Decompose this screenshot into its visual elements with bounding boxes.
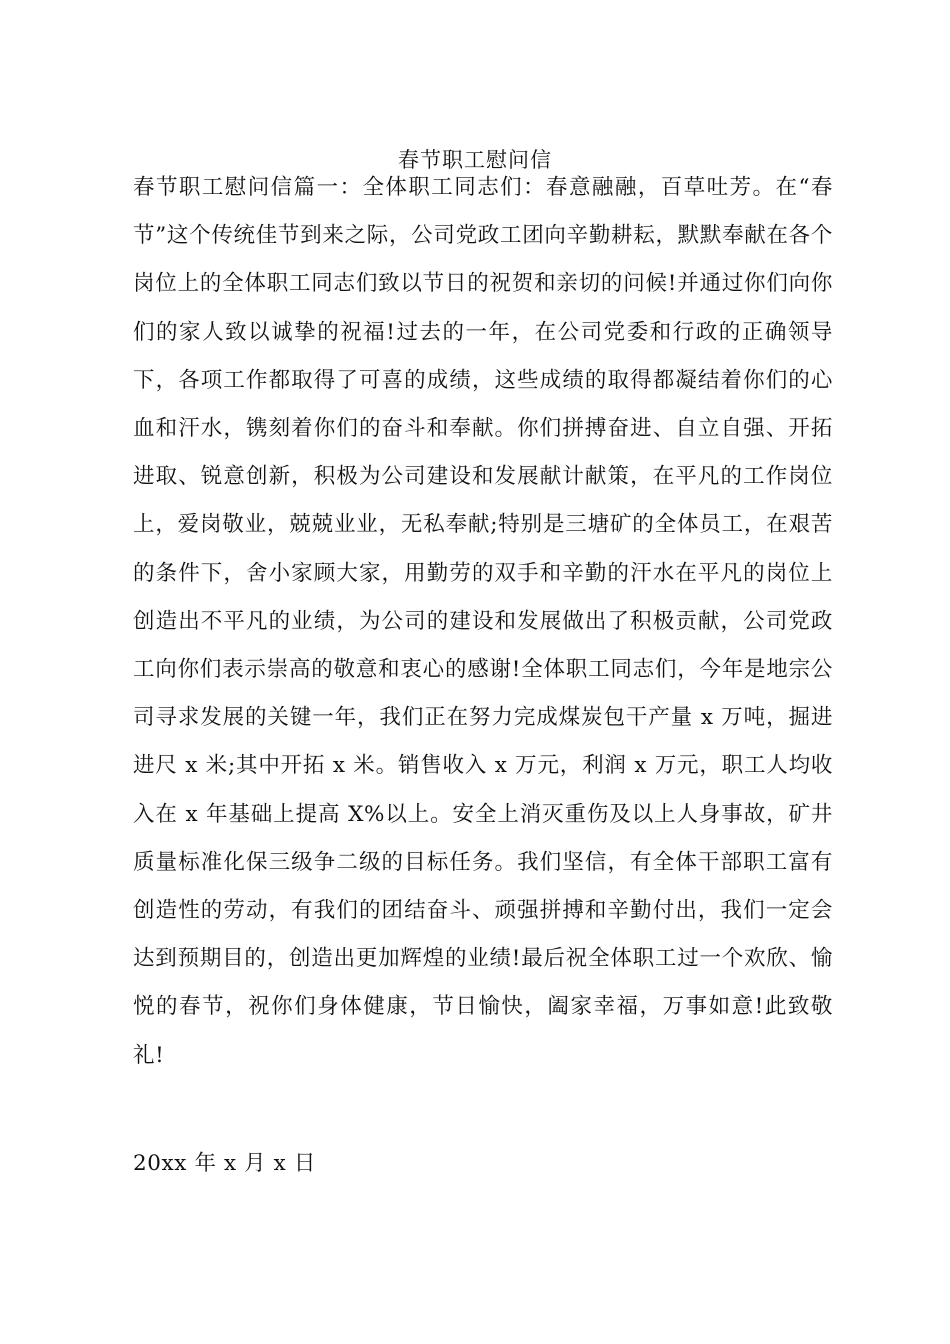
document-title: 春节职工慰问信 [398, 148, 552, 172]
letter-body: 春节职工慰问信篇一：全体职工同志们：春意融融，百草吐芳。在“春节”这个传统佳节到来之际，公司党政工团向辛勤耕耘，默默奉献在各个岗位上的全体职工同志们致以节日的祝贺和亲切的问候!并通过你们向你们的家人致以诚挚的祝福!过去的一年，在公司党委和行政的正确领导下，各项工作都取得了可喜的成绩，这些成绩的取得都凝结着你们的心血和汗水，镌刻着你们的奋斗和奉献。你们拼搏奋进、自立自强、开拓进取、锐意创新，积极为公司建设和发展献计献策，在平凡的工作岗位上，爱岗敬业，兢兢业业，无私奉献;特别是三塘矿的全体员工，在艰苦的条件下，舍小家顾大家，用勤劳的双手和辛勤的汗水在平凡的岗位上创造出不平凡的业绩，为公司的建设和发展做出了积极贡献，公司党政工向你们表示崇高的敬意和衷心的感谢!全体职工同志们，今年是地宗公司寻求发展的关键一年，我们正在努力完成煤炭包干产量 x 万吨，掘进进尺 x 米;其中开拓 x 米。销售收入 x 万元，利润 x 万元，职工人均收入在 x 年基础上提高 X%以上。安全上消灭重伤及以上人身事故，矿井质量标准化保三级争二级的目标任务。我们坚信，有全体干部职工富有创造性的劳动，有我们的团结奋斗、顽强拼搏和辛勤付出，我们一定会达到预期目的，创造出更加辉煌的业绩!最后祝全体职工过一个欢欣、愉悦的春节，祝你们身体健康，节日愉快，阖家幸福，万事如意!此致敬礼! [133, 175, 833, 1068]
letter-date: 20xx 年 x 月 x 日 [133, 1151, 316, 1176]
